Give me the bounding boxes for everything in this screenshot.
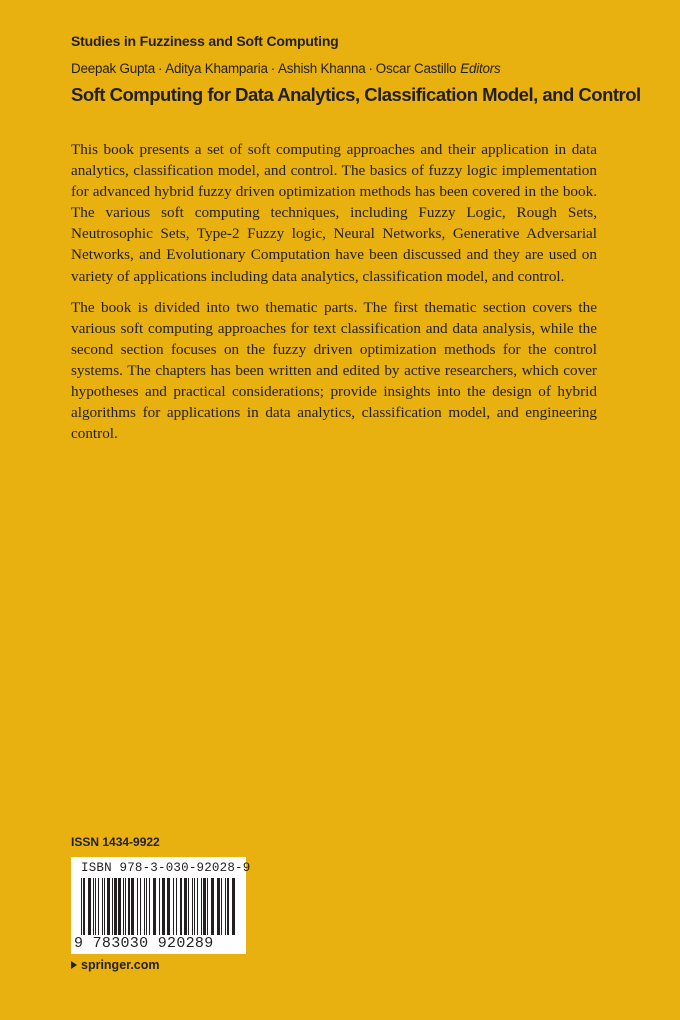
barcode-bar [118, 878, 121, 935]
barcode-bar [114, 878, 117, 935]
barcode-bar [203, 878, 206, 935]
editor-name: Deepak Gupta [71, 61, 155, 76]
barcode-bar [140, 878, 141, 935]
barcode-bar [207, 878, 208, 935]
isbn-digits: 9 783030 920289 [74, 935, 214, 952]
publisher-url: springer.com [81, 958, 160, 972]
issn-label: ISSN 1434-9922 [71, 835, 160, 849]
arrow-right-icon [71, 961, 77, 969]
barcode-bar [217, 878, 220, 935]
series-title: Studies in Fuzziness and Soft Computing [71, 33, 339, 49]
barcode-bar [225, 878, 226, 935]
barcode-bar [146, 878, 147, 935]
barcode-bar [98, 878, 99, 935]
barcode-bar [125, 878, 126, 935]
barcode-bar [232, 878, 235, 935]
editor-name: Aditya Khamparia [165, 61, 268, 76]
barcode-bar [162, 878, 165, 935]
description-paragraph: This book presents a set of soft computing approaches and their application in data analytics, classification model, and control. The basics of fuzzy logic implementation for advanced hybrid fuzzy driven optimization methods has been covered in the book. The various soft computing techniques, including Fuzzy Logic, Rough Sets, Neutrosophic Sets, Type-2 Fuzzy logic, Neural Networks, Generative Adversarial Networks, and Evolutionary Computation have been discussed and they are used on variety of applications including data analytics, classification model, and control. [71, 141, 597, 285]
barcode-bar [194, 878, 195, 935]
barcode-bar [167, 878, 170, 935]
barcode-bar [221, 878, 222, 935]
barcode-bar [123, 878, 124, 935]
book-title: Soft Computing for Data Analytics, Classification Model, and Control [71, 84, 641, 105]
barcode-bar [107, 878, 110, 935]
isbn-label: ISBN 978-3-030-92028-9 [81, 861, 251, 875]
barcode-bar [211, 878, 214, 935]
barcode-bar [144, 878, 145, 935]
barcode-bar [173, 878, 174, 935]
barcode-bar [102, 878, 103, 935]
barcode-bar [227, 878, 229, 935]
editor-separator: · [368, 61, 373, 76]
barcode-bar [153, 878, 156, 935]
barcode-bar [104, 878, 105, 935]
description-paragraph: The book is divided into two thematic parts. The first thematic section covers the various soft computing approaches for text classification and data analysis, while the second section focuses on the fuzzy driven optimization methods for the control systems. The chapters has been written and edited by active researchers, which cover hypotheses and practical considerations; provide insights into the design of hybrid algorithms for applications in data analytics, classification model, and engineering control. [71, 298, 597, 443]
publisher-link[interactable] [71, 958, 160, 972]
barcode-bar [180, 878, 182, 935]
barcode-bar [192, 878, 193, 935]
barcode-bar [176, 878, 177, 935]
barcode-bar [184, 878, 187, 935]
barcode-bar [137, 878, 138, 935]
editor-name: Oscar Castillo [375, 61, 457, 76]
barcode-bar [88, 878, 91, 935]
barcode-bar [112, 878, 113, 935]
book-description [71, 139, 597, 454]
editors-role: Editors [460, 61, 501, 76]
editor-separator: · [270, 61, 275, 76]
barcode-bar [128, 878, 130, 935]
isbn-barcode [71, 857, 251, 954]
editors-line [71, 61, 501, 76]
barcode-bar [201, 878, 202, 935]
editor-name: Ashish Khanna [277, 61, 366, 76]
editor-separator: · [157, 61, 163, 76]
barcode-bar [149, 878, 150, 935]
barcode-bar [95, 878, 96, 935]
barcode-bar [93, 878, 94, 935]
barcode-bar [188, 878, 189, 935]
barcode-bar [131, 878, 134, 935]
barcode-bar [197, 878, 198, 935]
